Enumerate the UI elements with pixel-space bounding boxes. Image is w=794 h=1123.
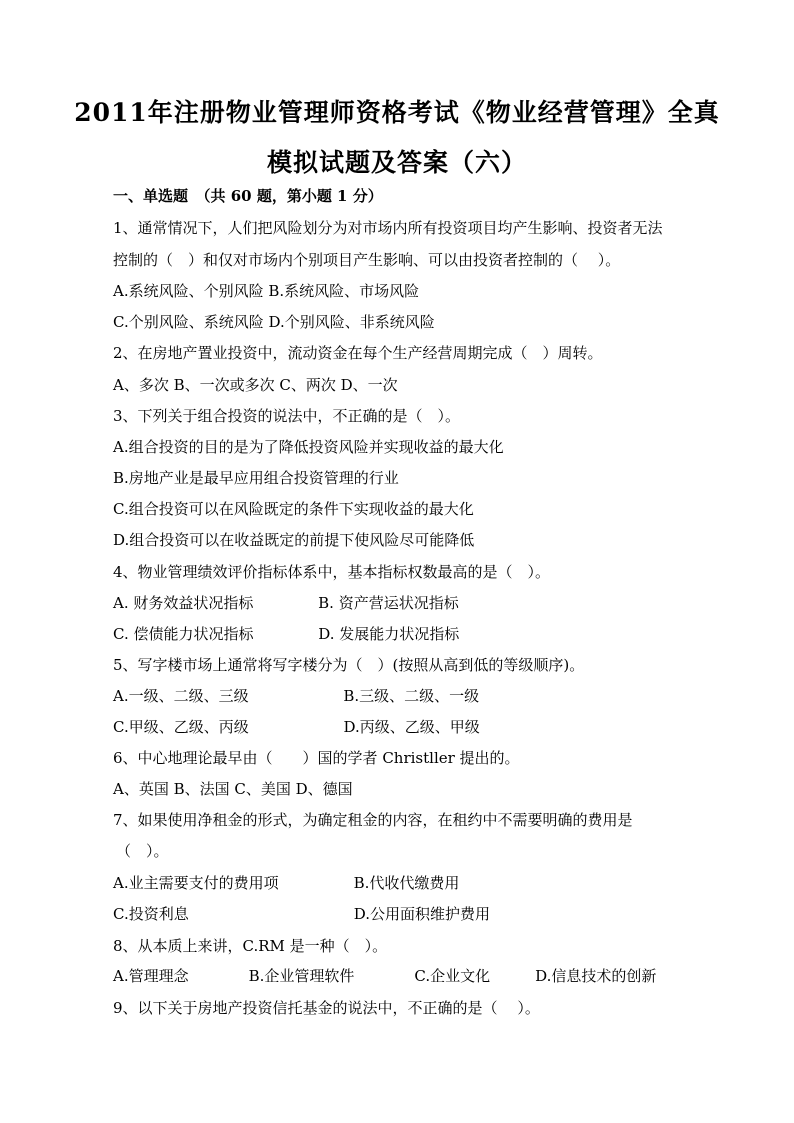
question-line: C.甲级、乙级、丙级 D.丙级、乙级、甲级 — [113, 718, 480, 736]
question-line: 7、如果使用净租金的形式，为确定租金的内容，在租约中不需要明确的费用是 — [113, 811, 633, 829]
question-line: A、多次 B、一次或多次 C、两次 D、一次 — [113, 376, 398, 394]
question-line: （ ）。 — [116, 842, 169, 860]
question-line: 6、中心地理论最早由（ ）国的学者 Christller 提出的。 — [113, 749, 520, 767]
document-title-line-1: 2011年注册物业管理师资格考试《物业经营管理》全真 — [74, 98, 720, 127]
section-heading: 一、单选题 （共 60 题，第小题 1 分） — [113, 187, 383, 205]
question-line: 9、以下关于房地产投资信托基金的说法中，不正确的是（ ）。 — [113, 999, 540, 1017]
question-line: A.组合投资的目的是为了降低投资风险并实现收益的最大化 — [113, 438, 504, 456]
question-line: A. 财务效益状况指标 B. 资产营运状况指标 — [113, 594, 459, 612]
question-line: C.个别风险、系统风险 D.个别风险、非系统风险 — [113, 313, 435, 331]
question-line: 1、通常情况下，人们把风险划分为对市场内所有投资项目均产生影响、投资者无法 — [113, 219, 663, 237]
question-line: C.组合投资可以在风险既定的条件下实现收益的最大化 — [113, 500, 474, 518]
question-line: A.业主需要支付的费用项 B.代收代缴费用 — [113, 874, 460, 892]
question-line: 控制的（ ）和仅对市场内个别项目产生影响、可以由投资者控制的（ ）。 — [113, 251, 621, 269]
document-title-line-2: 模拟试题及答案（六） — [266, 148, 527, 177]
question-line: A.管理理念 B.企业管理软件 C.企业文化 D.信息技术的创新 — [113, 967, 657, 985]
question-line: A.一级、二级、三级 B.三级、二级、一级 — [113, 687, 480, 705]
question-line: 3、下列关于组合投资的说法中，不正确的是（ ）。 — [113, 407, 461, 425]
question-line: D.组合投资可以在收益既定的前提下使风险尽可能降低 — [113, 531, 475, 549]
question-line: C. 偿债能力状况指标 D. 发展能力状况指标 — [113, 625, 460, 643]
question-line: 5、写字楼市场上通常将写字楼分为（ ）(按照从高到低的等级顺序)。 — [113, 656, 585, 674]
question-line: 8、从本质上来讲，C.RM 是一种（ ）。 — [113, 937, 388, 955]
question-line: A.系统风险、个别风险 B.系统风险、市场风险 — [113, 282, 420, 300]
question-line: 2、在房地产置业投资中，流动资金在每个生产经营周期完成（ ）周转。 — [113, 344, 603, 362]
question-line: A、英国 B、法国 C、美国 D、德国 — [113, 780, 353, 798]
question-line: B.房地产业是最早应用组合投资管理的行业 — [113, 469, 399, 487]
question-line: C.投资利息 D.公用面积维护费用 — [113, 905, 490, 923]
question-line: 4、物业管理绩效评价指标体系中，基本指标权数最高的是（ ）。 — [113, 563, 551, 581]
